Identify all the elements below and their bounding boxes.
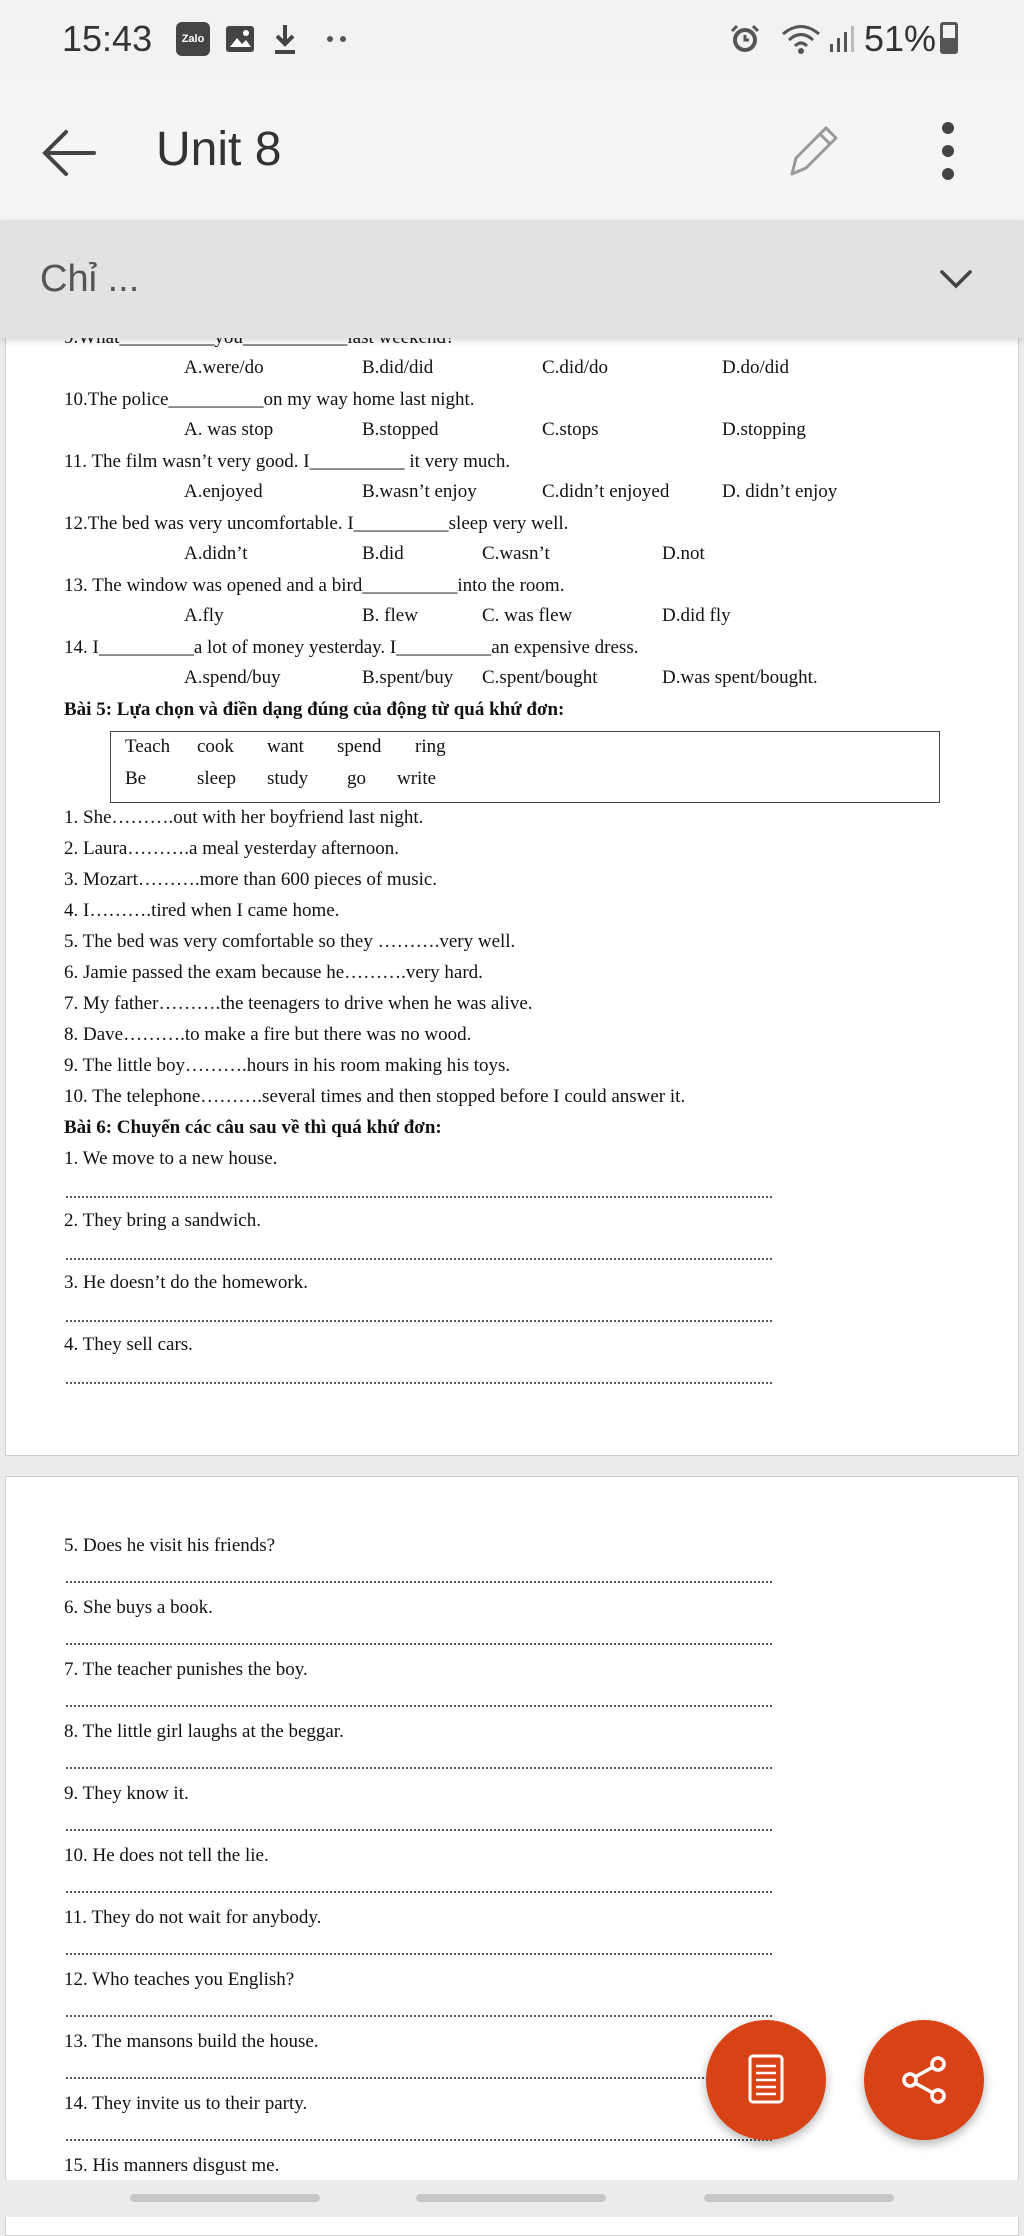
- bai5-item: 6. Jamie passed the exam because he……….very hard.: [64, 962, 483, 983]
- answer-line: [66, 1953, 772, 1955]
- answer-line: [66, 1705, 772, 1707]
- q10-text: 10.The police__________on my way home last night.: [64, 389, 475, 410]
- word-bank-word: want: [267, 736, 304, 757]
- q10-option-c: C.stops: [542, 419, 599, 440]
- status-bar: [0, 0, 1024, 80]
- chevron-down-icon: [936, 256, 976, 302]
- bai5-item: 1. She……….out with her boyfriend last night.: [64, 807, 424, 828]
- bai6-item: 3. He doesn’t do the homework.: [64, 1272, 308, 1293]
- answer-line: [66, 1891, 772, 1893]
- q13-option-b: B. flew: [362, 605, 418, 626]
- q13-option-c: C. was flew: [482, 605, 573, 626]
- q14-option-a: A.spend/buy: [184, 667, 281, 688]
- bai6-item: 9. They know it.: [64, 1783, 189, 1804]
- bai6-item: 2. They bring a sandwich.: [64, 1210, 261, 1231]
- q10-option-a: A. was stop: [184, 419, 274, 440]
- bai6-heading: Bài 6: Chuyển các câu sau về thì quá khứ đơn:: [64, 1117, 442, 1138]
- nav-recents-handle[interactable]: [130, 2194, 320, 2202]
- answer-line: [66, 2139, 772, 2141]
- battery-icon: [940, 22, 958, 54]
- q10-option-d: D.stopping: [722, 419, 806, 440]
- bai6-item: 5. Does he visit his friends?: [64, 1535, 276, 1556]
- word-bank-box: [110, 731, 940, 803]
- view-selector[interactable]: [0, 220, 1024, 338]
- notes-fab-button[interactable]: [706, 2020, 826, 2140]
- system-navigation-bar: [0, 2180, 1024, 2217]
- bai5-item: 7. My father……….the teenagers to drive when he was alive.: [64, 993, 533, 1014]
- bai6-item: 10. He does not tell the lie.: [64, 1845, 269, 1866]
- zalo-icon: Zalo: [176, 22, 210, 56]
- q14-text: 14. I__________a lot of money yesterday. I__________an expensive dress.: [64, 637, 639, 658]
- q9-option-d: D.do/did: [722, 357, 790, 378]
- share-icon: [894, 2050, 954, 2110]
- word-bank-word: ring: [415, 736, 446, 757]
- word-bank-word: sleep: [197, 768, 237, 789]
- signal-icon: [826, 22, 856, 56]
- bai6-item: 7. The teacher punishes the boy.: [64, 1659, 308, 1680]
- q10-option-b: B.stopped: [362, 419, 439, 440]
- answer-line: [66, 1382, 772, 1384]
- q13-option-d: D.did fly: [662, 605, 731, 626]
- q9-option-b: B.did/did: [362, 357, 434, 378]
- more-notifications-icon: [322, 22, 352, 56]
- answer-line: [66, 1320, 772, 1322]
- document-page-1: [5, 250, 1019, 1456]
- nav-back-handle[interactable]: [704, 2194, 894, 2202]
- q11-option-d: D. didn’t enjoy: [722, 481, 838, 502]
- alarm-icon: [728, 22, 762, 56]
- edit-button[interactable]: [776, 116, 846, 186]
- more-options-button[interactable]: [920, 116, 976, 186]
- word-bank-word: write: [397, 768, 437, 789]
- view-selector-label: Chỉ ...: [40, 258, 140, 300]
- more-vertical-icon: [920, 116, 976, 186]
- q11-option-a: A.enjoyed: [184, 481, 263, 502]
- word-bank-word: Teach: [125, 736, 171, 757]
- q13-text: 13. The window was opened and a bird__________into the room.: [64, 575, 565, 596]
- download-icon: [270, 22, 300, 56]
- bai6-item: 14. They invite us to their party.: [64, 2093, 308, 2114]
- bai5-item: 10. The telephone……….several times and then stopped before I could answer it.: [64, 1086, 686, 1107]
- app-bar: [0, 80, 1024, 220]
- word-bank-word: spend: [337, 736, 382, 757]
- bai5-item: 2. Laura……….a meal yesterday afternoon.: [64, 838, 400, 859]
- bai6-item: 15. His manners disgust me.: [64, 2155, 280, 2176]
- q11-option-c: C.didn’t enjoyed: [542, 481, 670, 502]
- bai5-item: 5. The bed was very comfortable so they ……….very well.: [64, 931, 516, 952]
- answer-line: [66, 1258, 772, 1260]
- document-page-2: [5, 1476, 1019, 2236]
- q9-option-a: A.were/do: [184, 357, 264, 378]
- pencil-icon: [776, 116, 846, 186]
- answer-line: [66, 1767, 772, 1769]
- q9-option-c: C.did/do: [542, 357, 608, 378]
- answer-line: [66, 2077, 772, 2079]
- nav-home-handle[interactable]: [416, 2194, 606, 2202]
- document-list-icon: [736, 2050, 796, 2110]
- bai5-item: 9. The little boy……….hours in his room making his toys.: [64, 1055, 511, 1076]
- word-bank-word: cook: [197, 736, 234, 757]
- back-button[interactable]: [36, 118, 106, 188]
- page-title: Unit 8: [156, 123, 282, 176]
- bai6-item: 11. They do not wait for anybody.: [64, 1907, 322, 1928]
- word-bank-word: Be: [125, 768, 147, 789]
- bai6-item: 13. The mansons build the house.: [64, 2031, 319, 2052]
- battery-level-fill: [943, 38, 955, 51]
- bai6-item: 12. Who teaches you English?: [64, 1969, 295, 1990]
- q14-option-d: D.was spent/bought.: [662, 667, 818, 688]
- q12-option-c: C.wasn’t: [482, 543, 550, 564]
- expand-button[interactable]: [936, 256, 976, 302]
- answer-line: [66, 1196, 772, 1198]
- bai6-item: 1. We move to a new house.: [64, 1148, 278, 1169]
- q12-option-b: B.did: [362, 543, 404, 564]
- status-time: 15:43: [62, 18, 153, 59]
- bai5-item: 8. Dave……….to make a fire but there was no wood.: [64, 1024, 472, 1045]
- bai5-heading: Bài 5: Lựa chọn và điền dạng đúng của động từ quá khứ đơn:: [64, 699, 565, 720]
- back-arrow-icon: [36, 118, 106, 188]
- q12-text: 12.The bed was very uncomfortable. I__________sleep very well.: [64, 513, 569, 534]
- answer-line: [66, 1643, 772, 1645]
- share-fab-button[interactable]: [864, 2020, 984, 2140]
- battery-percentage: 51%: [864, 18, 937, 59]
- bai5-item: 4. I……….tired when I came home.: [64, 900, 340, 921]
- q12-option-a: A.didn’t: [184, 543, 248, 564]
- answer-line: [66, 2015, 772, 2017]
- gallery-icon: [224, 22, 256, 56]
- bai6-item: 8. The little girl laughs at the beggar.: [64, 1721, 344, 1742]
- word-bank-word: go: [347, 768, 366, 789]
- bai5-item: 3. Mozart……….more than 600 pieces of music.: [64, 869, 438, 890]
- q11-text: 11. The film wasn’t very good. I__________ it very much.: [64, 451, 511, 472]
- q14-option-c: C.spent/bought: [482, 667, 598, 688]
- bai6-item: 4. They sell cars.: [64, 1334, 193, 1355]
- q14-option-b: B.spent/buy: [362, 667, 454, 688]
- q12-option-d: D.not: [662, 543, 705, 564]
- bai6-item: 6. She buys a book.: [64, 1597, 213, 1618]
- answer-line: [66, 1581, 772, 1583]
- q13-option-a: A.fly: [184, 605, 224, 626]
- wifi-icon: [776, 22, 826, 56]
- q11-option-b: B.wasn’t enjoy: [362, 481, 477, 502]
- answer-line: [66, 1829, 772, 1831]
- word-bank-word: study: [267, 768, 309, 789]
